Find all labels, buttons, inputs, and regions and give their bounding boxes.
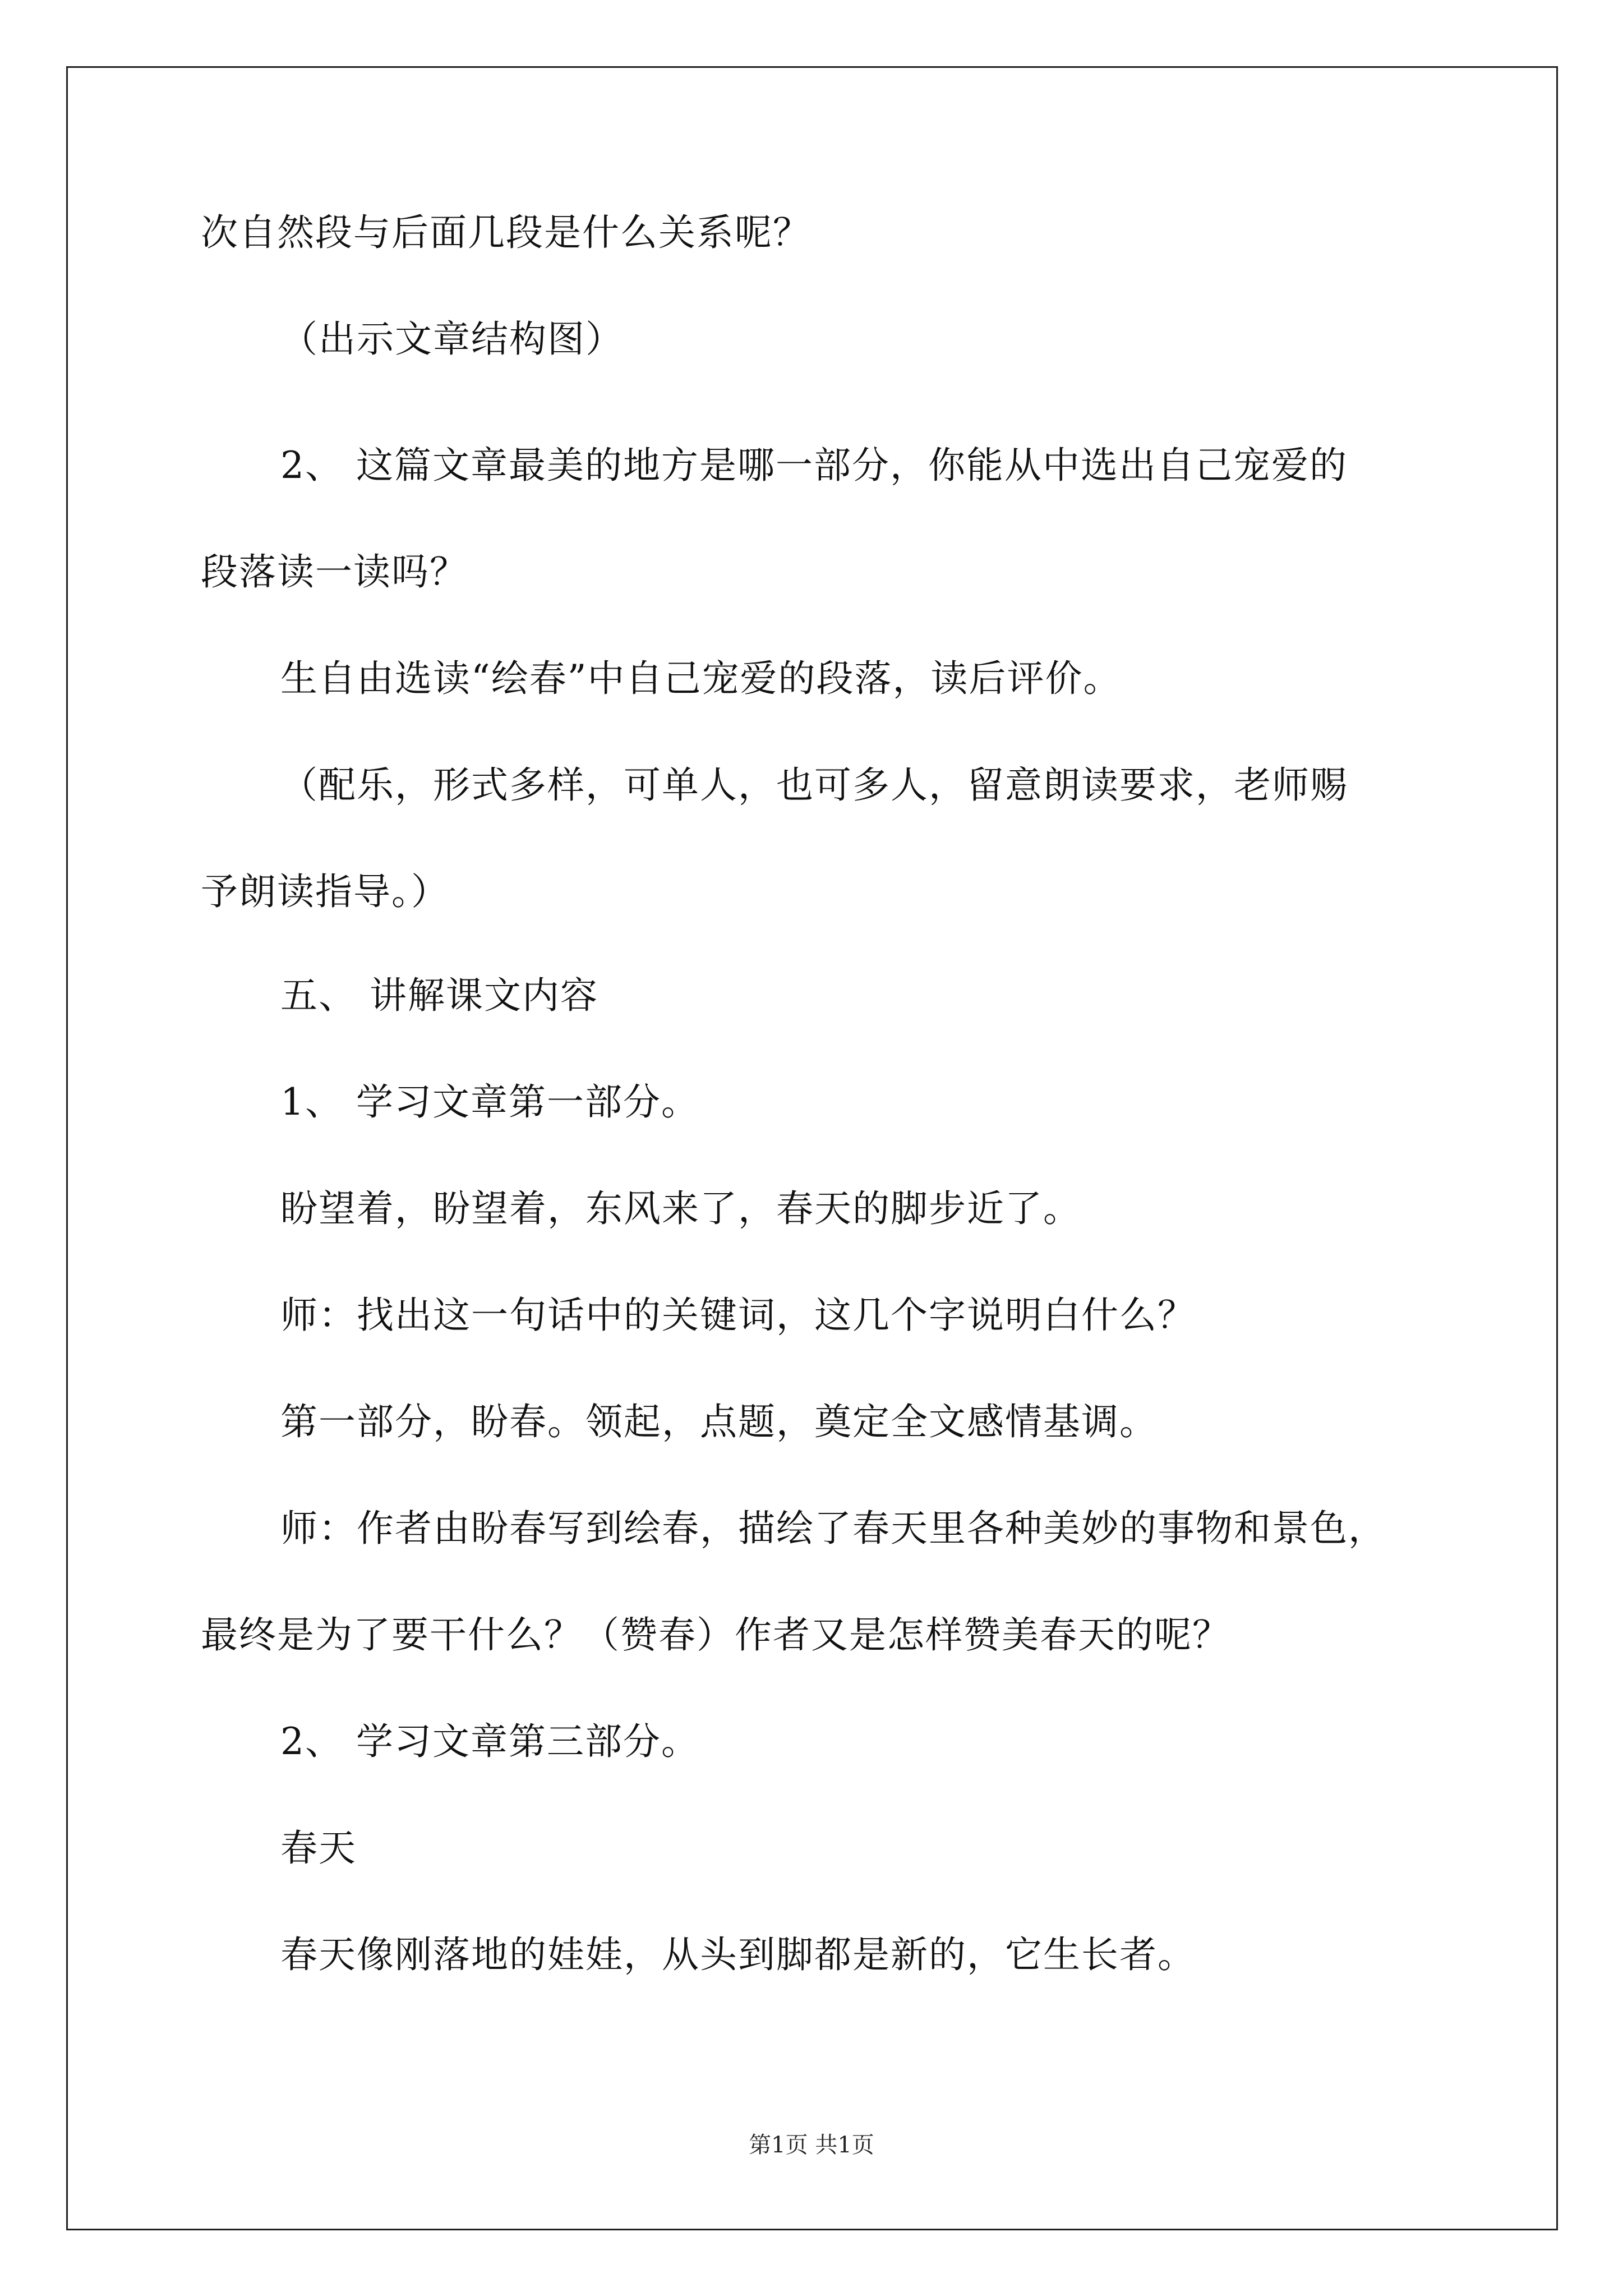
page-border: [66, 66, 1558, 2230]
text-line-2: （出示文章结构图）: [280, 318, 624, 361]
text-line-13: 师：作者由盼春写到绘春，描绘了春天里各种美妙的事物和景色，: [280, 1507, 1386, 1550]
text-line-5: 生自由选读“绘春”中自己宠爱的段落，读后评价。: [280, 657, 1122, 700]
text-line-7: 予朗读指导。）: [201, 870, 449, 913]
text-line-10: 盼望着，盼望着，东风来了，春天的脚步近了。: [280, 1187, 1081, 1230]
text-line-12: 第一部分，盼春。领起，点题，奠定全文感情基调。: [280, 1400, 1158, 1443]
text-line-15: 2、 学习文章第三部分。: [280, 1720, 699, 1763]
text-line-17: 春天像刚落地的娃娃，从头到脚都是新的，它生长者。: [280, 1933, 1196, 1976]
text-line-16: 春天: [280, 1826, 357, 1870]
text-line-6: （配乐，形式多样，可单人，也可多人，留意朗读要求，老师赐: [280, 763, 1348, 807]
text-line-3: 2、 这篇文章最美的地方是哪一部分，你能从中选出自己宠爱的: [280, 444, 1348, 487]
text-line-14: 最终是为了要干什么？（赞春）作者又是怎样赞美春天的呢？: [201, 1613, 1230, 1657]
page-footer: 第1页 共1页: [749, 2132, 874, 2158]
text-line-8: 五、 讲解课文内容: [280, 974, 598, 1017]
text-line-9: 1、 学习文章第一部分。: [280, 1080, 699, 1124]
text-line-4: 段落读一读吗？: [201, 550, 468, 593]
text-line-11: 师：找出这一句话中的关键词，这几个字说明白什么？: [280, 1294, 1196, 1337]
text-line-1: 次自然段与后面几段是什么关系呢？: [201, 211, 811, 254]
